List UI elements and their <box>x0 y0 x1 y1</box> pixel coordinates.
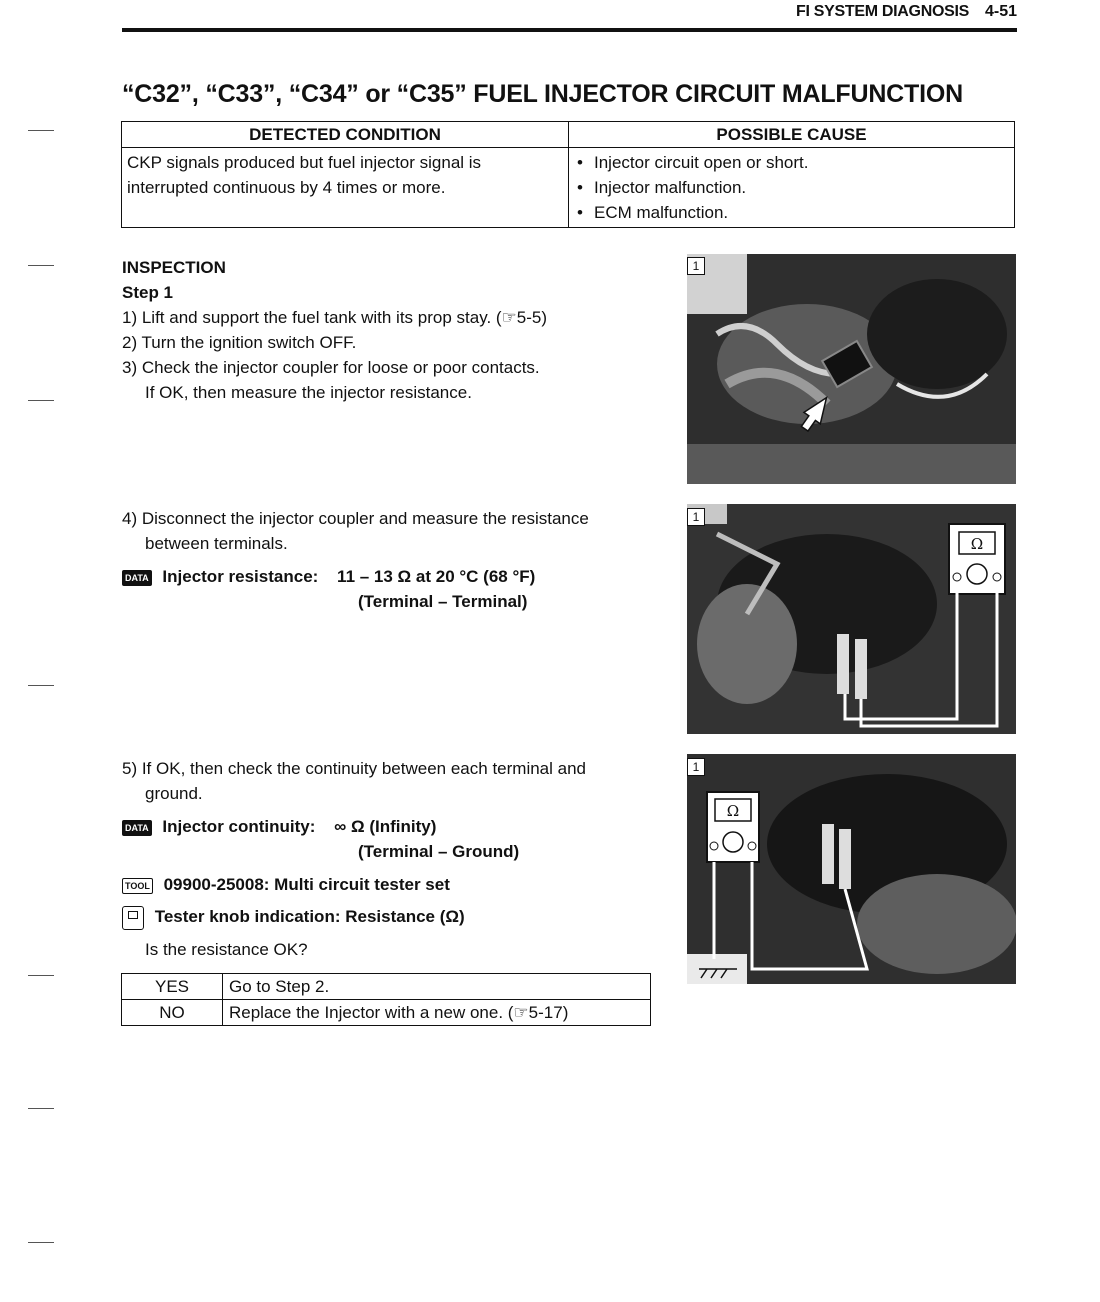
continuity-measurement-figure <box>687 754 1016 984</box>
figure-tag: 1 <box>687 257 705 275</box>
margin-mark <box>28 1108 54 1109</box>
step-1: 1) Lift and support the fuel tank with its prop stay. (☞5-5) <box>122 308 548 327</box>
spec-value: ∞ Ω (Infinity) <box>334 817 437 836</box>
spec-label: Injector resistance: <box>162 567 319 586</box>
step-4: 4) Disconnect the injector coupler and measure the resistance <box>122 509 589 528</box>
spec-sub: (Terminal – Ground) <box>358 842 520 861</box>
spec-value: 11 – 13 Ω at 20 °C (68 °F) <box>337 567 536 586</box>
tool-icon: TOOL <box>122 878 153 894</box>
data-icon: DATA <box>122 820 152 836</box>
resistance-measurement-figure <box>687 504 1016 734</box>
margin-mark <box>28 975 54 976</box>
spec-label: Injector continuity: <box>162 817 316 836</box>
tool-line <box>122 872 450 897</box>
table-row <box>122 974 651 1000</box>
step-5: 5) If OK, then check the continuity between each terminal and <box>122 759 586 778</box>
margin-mark <box>28 265 54 266</box>
injector-coupler-photo <box>687 254 1016 484</box>
ohm-symbol: Ω <box>970 535 984 553</box>
section-title: FI SYSTEM DIAGNOSIS <box>796 3 969 20</box>
spec-sub: (Terminal – Terminal) <box>358 592 528 611</box>
page-number: 4-51 <box>984 3 1017 20</box>
inspection-block-2 <box>122 506 589 556</box>
header-detected-condition: DETECTED CONDITION <box>122 122 569 148</box>
possible-cause-cell <box>569 148 1015 228</box>
decision-table <box>121 973 651 1026</box>
step-4-cont: between terminals. <box>145 534 288 553</box>
step-2: 2) Turn the ignition switch OFF. <box>122 333 357 352</box>
margin-mark <box>28 400 54 401</box>
tester-knob-icon <box>122 906 144 930</box>
cause-list <box>574 150 1009 225</box>
detected-line: interrupted continuous by 4 times or more. <box>127 178 446 197</box>
figure-tag: 1 <box>687 758 705 776</box>
inspection-heading: INSPECTION <box>122 258 226 277</box>
step-heading: Step 1 <box>122 283 174 302</box>
cause-item: • ECM malfunction. <box>574 200 1009 225</box>
tool-text: 09900-25008: Multi circuit tester set <box>163 875 450 894</box>
question: Is the resistance OK? <box>145 940 308 959</box>
inspection-block-1 <box>122 255 547 405</box>
table-row <box>122 1000 651 1026</box>
inspection-block-3 <box>122 756 586 806</box>
condition-table <box>121 121 1015 228</box>
step-5-cont: ground. <box>145 784 203 803</box>
knob-text: Tester knob indication: Resistance (Ω) <box>154 907 465 926</box>
data-icon: DATA <box>122 570 152 586</box>
step-3-note: If OK, then measure the injector resistance. <box>145 383 472 402</box>
cause-item: • Injector circuit open or short. <box>574 150 1009 175</box>
figure-tag: 1 <box>687 508 705 526</box>
decision-action: Replace the Injector with a new one. (☞5-17) <box>223 1000 651 1026</box>
margin-mark <box>28 130 54 131</box>
resistance-spec <box>122 564 535 614</box>
ohm-symbol: Ω <box>726 802 740 820</box>
margin-mark <box>28 1242 54 1243</box>
page-header <box>122 0 1017 32</box>
decision-key: YES <box>122 974 223 1000</box>
continuity-spec <box>122 814 519 864</box>
decision-key: NO <box>122 1000 223 1026</box>
step-3: 3) Check the injector coupler for loose or poor contacts. <box>122 358 540 377</box>
margin-mark <box>28 685 54 686</box>
page-title: “C32”, “C33”, “C34” or “C35” FUEL INJECTOR CIRCUIT MALFUNCTION <box>122 80 963 108</box>
detected-condition-cell <box>122 148 569 228</box>
decision-action: Go to Step 2. <box>223 974 651 1000</box>
header-possible-cause: POSSIBLE CAUSE <box>569 122 1015 148</box>
detected-line: CKP signals produced but fuel injector signal is <box>127 153 482 172</box>
cause-item: • Injector malfunction. <box>574 175 1009 200</box>
knob-line <box>122 904 465 930</box>
